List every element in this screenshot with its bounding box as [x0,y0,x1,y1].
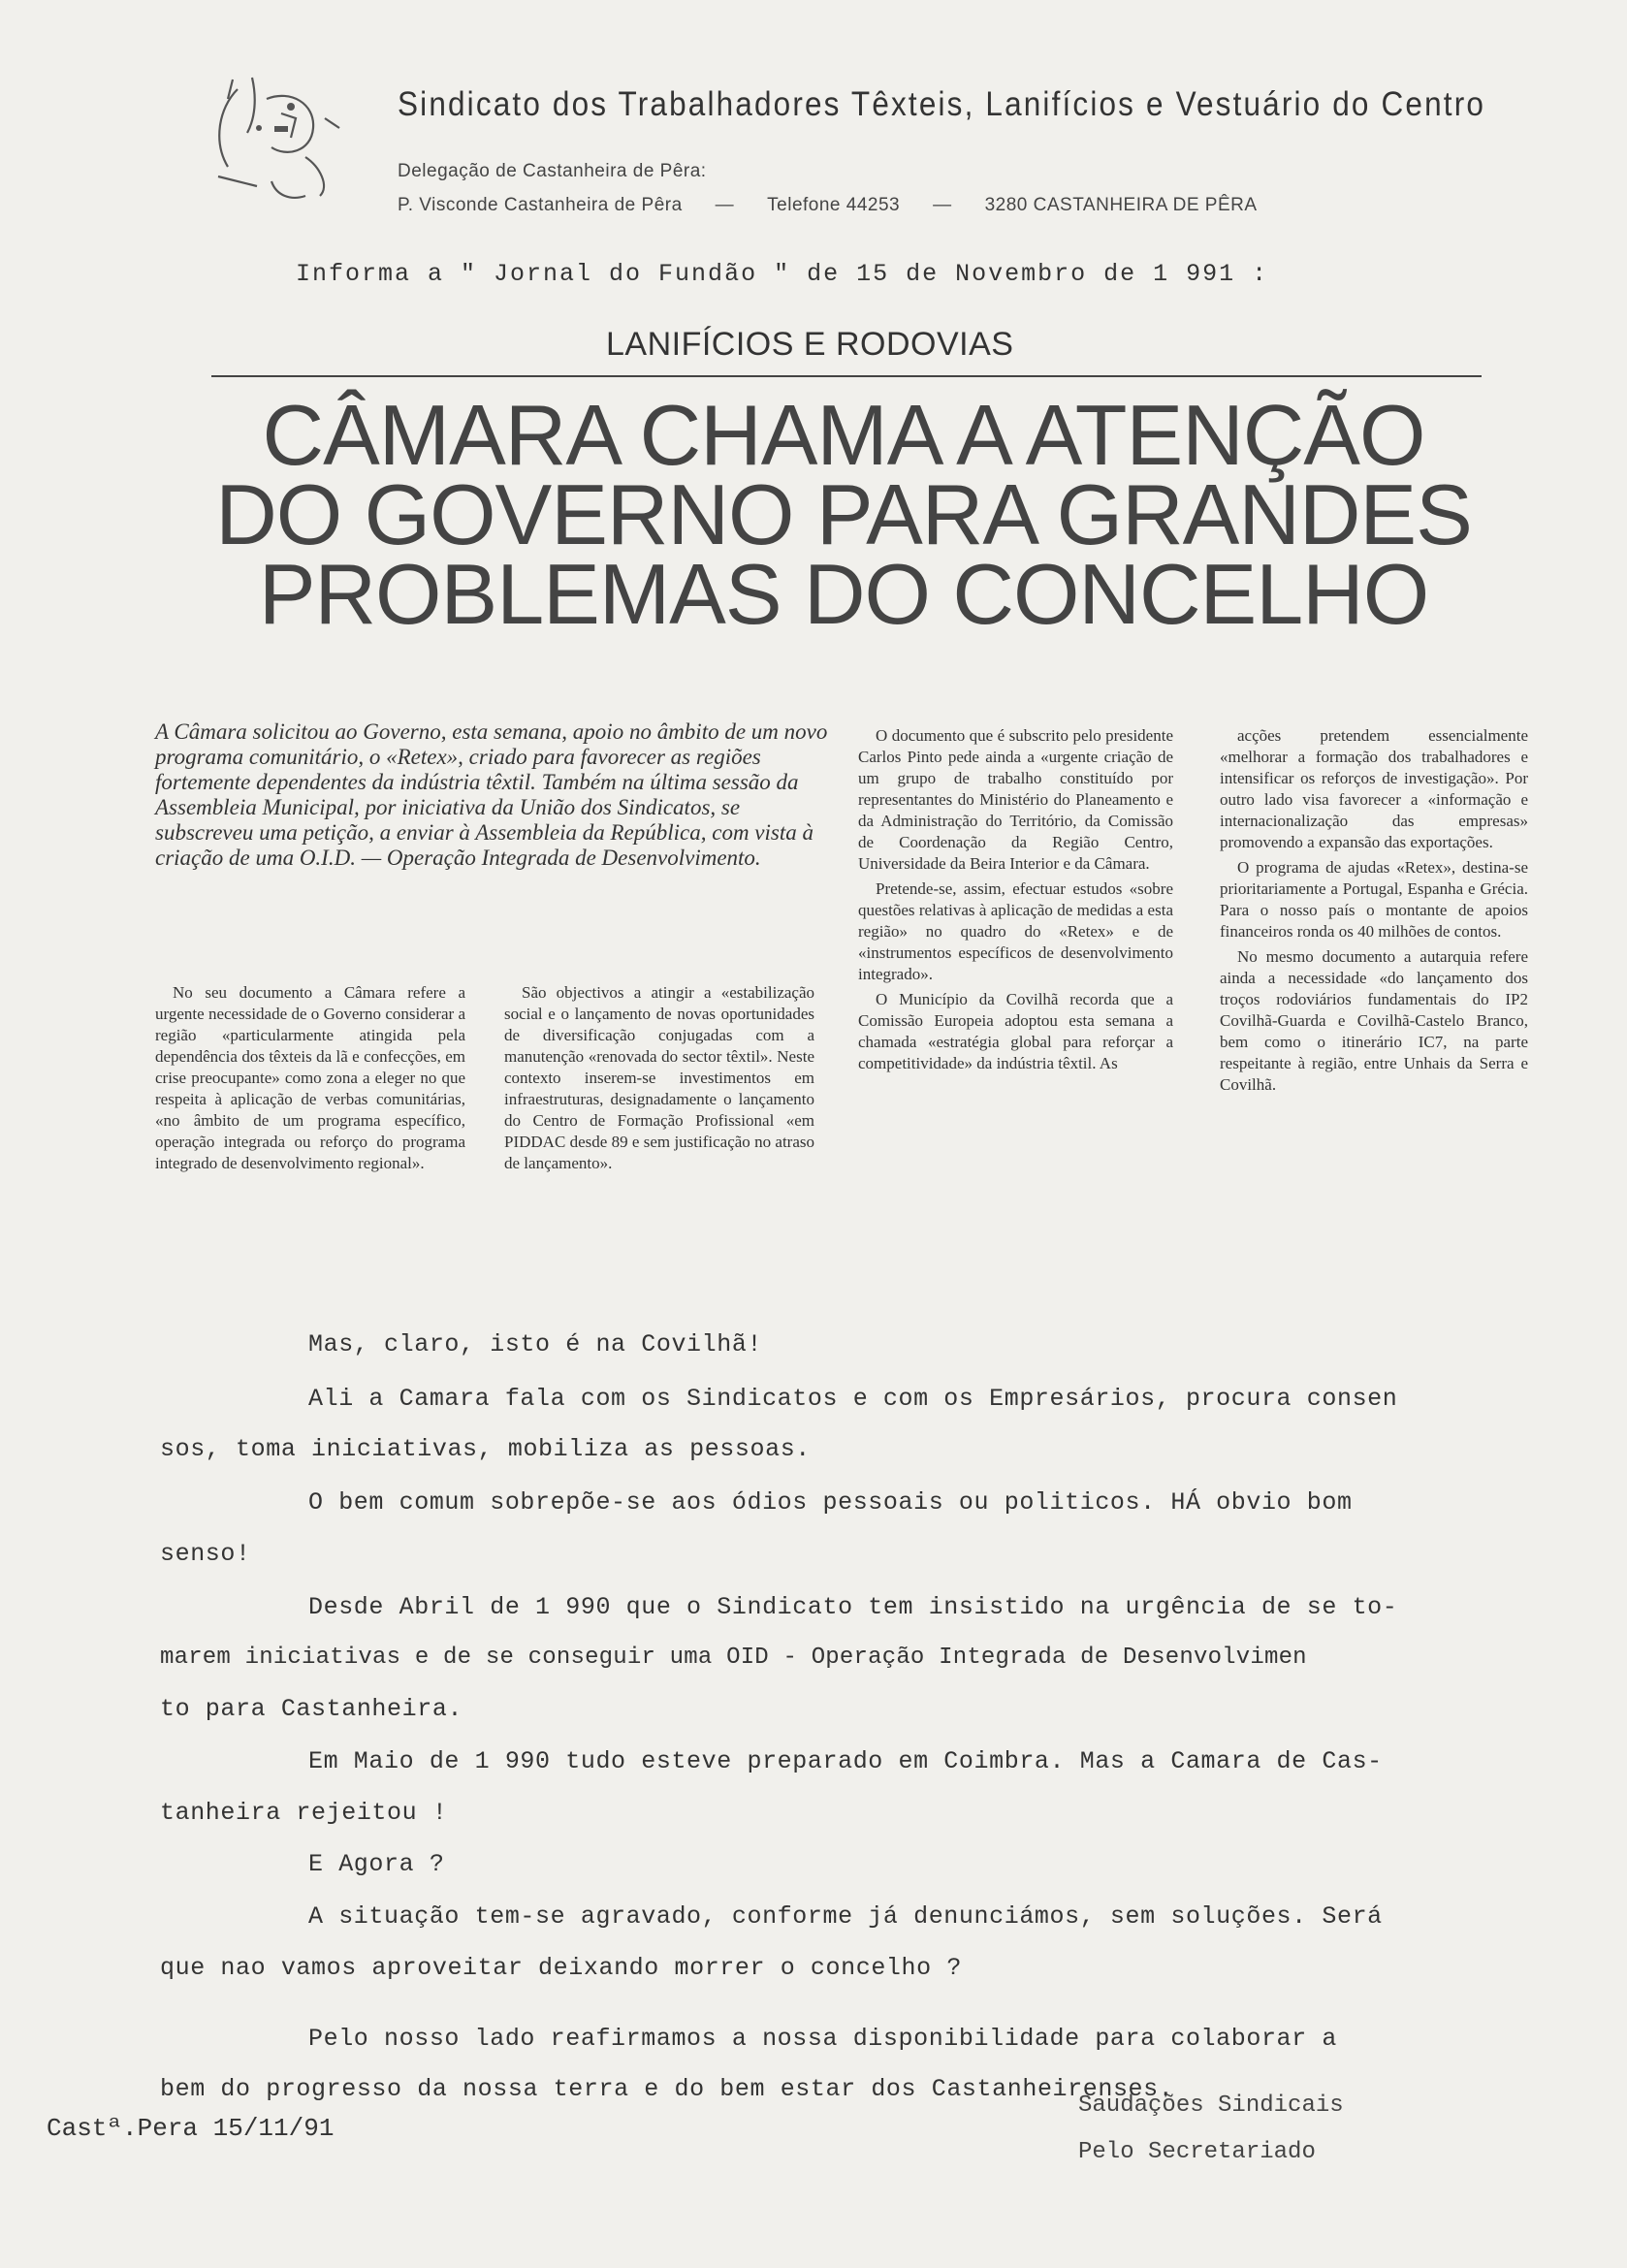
clipping-kicker: LANIFÍCIOS E RODOVIAS [606,326,1014,363]
union-emblem-icon [199,60,359,210]
article-paragraph: O documento que é subscrito pelo presidente Carlos Pinto pede ainda a «urgente criação de um grupo de trabalho constituído por representantes do Ministério do Planeamento e da Administração do Território, da Comissão de Coordenação da Região Centro, Universidade da Beira Interior e da Câmara. [858,726,1173,873]
body-line: marem iniciativas e de se conseguir uma OID - Operação Integrada de Desenvolvimen [160,1645,1307,1671]
delegation-line: Delegação de Castanheira de Pêra: [398,161,707,181]
body-line: Mas, claro, isto é na Covilhã! [308,1330,763,1358]
article-paragraph: Pretende-se, assim, efectuar estudos «sobre questões relativas à aplicação de medidas a esta região» no quadro do «Retex» e de «instrumentos específicos de desenvolvimento integrado». [858,879,1173,983]
separator: — [933,195,952,215]
signoff-from: Pelo Secretariado [1078,2139,1316,2165]
article-column-1 [155,982,465,1174]
body-line: sos, toma iniciativas, mobiliza as pessoas. [160,1435,811,1463]
article-paragraph: No seu documento a Câmara refere a urgente necessidade de o Governo considerar a região «particularmente atingida pela dependência dos têxteis da lã e confecções, em crise preocupante» como zona a eleger no que respeita à aplicação de verbas comunitárias, «no âmbito de um programa específico, operação integrada ou reforço do programa integrado de desenvolvimento regional». [155,983,465,1172]
body-line: tanheira rejeitou ! [160,1799,448,1827]
phone-number: Telefone 44253 [767,195,901,215]
body-line: que nao vamos aproveitar deixando morrer o concelho ? [160,1954,962,1982]
informa-line: Informa a " Jornal do Fundão " de 15 de Novembro de 1 991 : [296,260,1269,288]
body-line: Pelo nosso lado reafirmamos a nossa disponibilidade para colaborar a [308,2025,1337,2053]
body-line: senso! [160,1540,251,1568]
headline-line: CÂMARA CHAMA A ATENÇÃO [262,387,1425,483]
body-line: bem do progresso da nossa terra e do bem estar dos Castanheirenses. [160,2075,1174,2103]
article-paragraph: O Município da Covilhã recorda que a Comissão Europeia adoptou esta semana a chamada «estratégia global para reforçar a competitividade» da indústria têxtil. As [858,990,1173,1072]
organization-name: Sindicato dos Trabalhadores Têxteis, Lanifícios e Vestuário do Centro [398,85,1486,123]
separator: — [715,195,735,215]
body-line: A situação tem-se agravado, conforme já denunciámos, sem soluções. Será [308,1902,1383,1931]
street-address: P. Visconde Castanheira de Pêra [398,195,683,215]
body-line: to para Castanheira. [160,1695,463,1723]
body-line: Desde Abril de 1 990 que o Sindicato tem insistido na urgência de se to- [308,1593,1398,1621]
headline-line: PROBLEMAS DO CONCELHO [258,546,1429,642]
article-column-4 [1220,725,1528,1096]
body-line: E Agora ? [308,1850,445,1878]
article-paragraph: O programa de ajudas «Retex», destina-se prioritariamente a Portugal, Espanha e Grécia. Para o nosso país o montante de apoios financeiros ronda os 40 milhões de contos. [1220,858,1528,941]
kicker-rule [211,375,1482,377]
body-line: O bem comum sobrepõe-se aos ódios pessoais ou politicos. HÁ obvio bom [308,1488,1353,1517]
article-column-3 [858,725,1173,1074]
signoff-greeting: Saudações Sindicais [1078,2092,1344,2119]
article-paragraph: No mesmo documento a autarquia refere ainda a necessidade «do lançamento dos troços rodoviários fundamentais do IP2 Covilhã-Guarda e Covilhã-Castelo Branco, bem como o itinerário IC7, na parte respeitante à região, entre Unhais da Serra e Covilhã. [1220,947,1528,1094]
postal-address: 3280 CASTANHEIRA DE PÊRA [984,195,1258,215]
address-line [398,195,1258,216]
headline-line: DO GOVERNO PARA GRANDES [215,466,1472,562]
clipping-headline [194,387,1493,642]
clipping-lead: A Câmara solicitou ao Governo, esta semana, apoio no âmbito de um novo programa comunitário, o «Retex», criado para favorecer as regiões fortemente dependentes da indústria têxtil. Também na última sessão da Assembleia Municipal, por iniciativa da União dos Sindicatos, se subscreveu uma petição, a enviar à Assembleia da República, com vista à criação de uma O.I.D. — Operação Integrada de Desenvolvimento. [155,719,828,870]
body-line: Em Maio de 1 990 tudo esteve preparado em Coimbra. Mas a Camara de Cas- [308,1747,1383,1775]
article-column-2 [504,982,814,1174]
article-paragraph: São objectivos a atingir a «estabilização social e o lançamento de novas oportunidades de diversificação conjugadas com a manutenção «renovada do sector têxtil». Neste contexto inserem-se investimentos em infraestruturas, designadamente o lançamento do Centro de Formação Profissional «em PIDDAC desde 89 e sem justificação no atraso de lançamento». [504,983,814,1172]
document-date: Castª.Pera 15/11/91 [47,2114,335,2143]
article-paragraph: acções pretendem essencialmente «melhorar a formação dos trabalhadores e intensificar os reforços de investigação». Por outro lado visa favorecer a «informação e internacionalização das empresas» promovendo a expansão das exportações. [1220,726,1528,851]
body-line: Ali a Camara fala com os Sindicatos e com os Empresários, procura consen [308,1385,1398,1413]
